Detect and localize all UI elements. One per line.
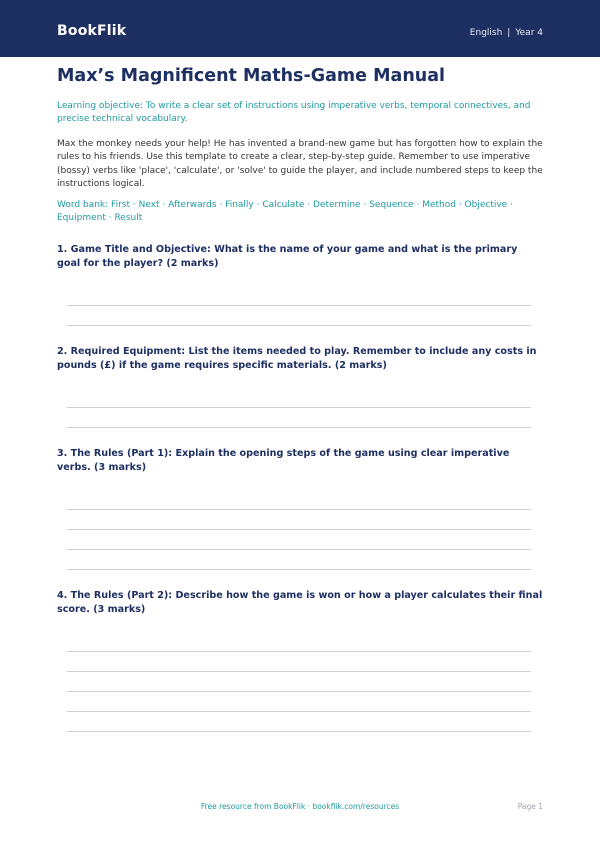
word-bank-item: Sequence [369,200,414,210]
word-bank-item: Result [114,213,143,224]
answer-line[interactable] [67,569,531,570]
answer-line[interactable] [67,711,531,712]
answer-line[interactable] [67,529,531,530]
answer-line[interactable] [67,651,531,652]
word-bank-item: Next [138,200,160,210]
footer-link[interactable]: Free resource from BookFlik · bookflik.com/resources [200,802,400,811]
question-4: 4. The Rules (Part 2): Describe how the game is won or how a player calculates their final score. (3 marks) [57,590,543,615]
word-bank-item: Determine [313,200,361,210]
question-1: 1. Game Title and Objective: What is the name of your game and what is the primary goal for the player? (2 marks) [57,244,518,269]
answer-line[interactable] [67,671,531,672]
question-3: 3. The Rules (Part 1): Explain the opening steps of the game using clear imperative verbs. (3 marks) [57,448,510,473]
subject-label: English [469,28,503,38]
answer-line[interactable] [67,549,531,550]
answer-line[interactable] [67,325,531,326]
question-2: 2. Required Equipment: List the items needed to play. Remember to include any costs in pounds (£) if the game requires specific materials. (2 marks) [57,346,537,371]
word-bank-item: Method [422,200,456,210]
word-bank-item: Objective [464,200,508,210]
answer-line[interactable] [67,305,531,306]
word-bank-item: Finally [225,200,254,210]
word-bank-item: First [111,200,130,210]
answer-line[interactable] [67,407,531,408]
year-label: Year 4 [515,28,543,38]
word-bank-label: Word bank: [57,200,109,210]
intro-paragraph: Max the monkey needs your help! He has invented a brand-new game but has forgotten how to explain the rules to his friends. Use this template to create a clear, step-by-step guide. Remember to use imperative (bossy) verbs like 'place', 'calculate', or 'solve' to guide the player, and include numbered steps to keep the instructions logical. [57,139,543,189]
answer-line[interactable] [67,691,531,692]
meta-separator: | [507,28,511,38]
answer-line[interactable] [67,509,531,510]
word-bank-item: Calculate [262,200,305,210]
answer-line[interactable] [67,731,531,732]
learning-objective: Learning objective: To write a clear set of instructions using imperative verbs, temporal connectives, and precise technical vocabulary. [57,101,531,125]
word-bank-item: Equipment [57,213,106,224]
header-bar [0,0,600,57]
answer-line[interactable] [67,427,531,428]
brand-logo[interactable]: BookFlik [57,23,127,39]
page-number: Page 1 [517,802,543,811]
word-bank: Word bank: First · Next · Afterwards · Finally · Calculate · Determine · Sequence · Method · Objective · Equipment · Result [57,200,513,224]
word-bank-item: Afterwards [168,200,217,210]
subject-year-meta [470,28,543,38]
worksheet-title: Max’s Magnificent Maths-Game Manual [57,66,446,86]
